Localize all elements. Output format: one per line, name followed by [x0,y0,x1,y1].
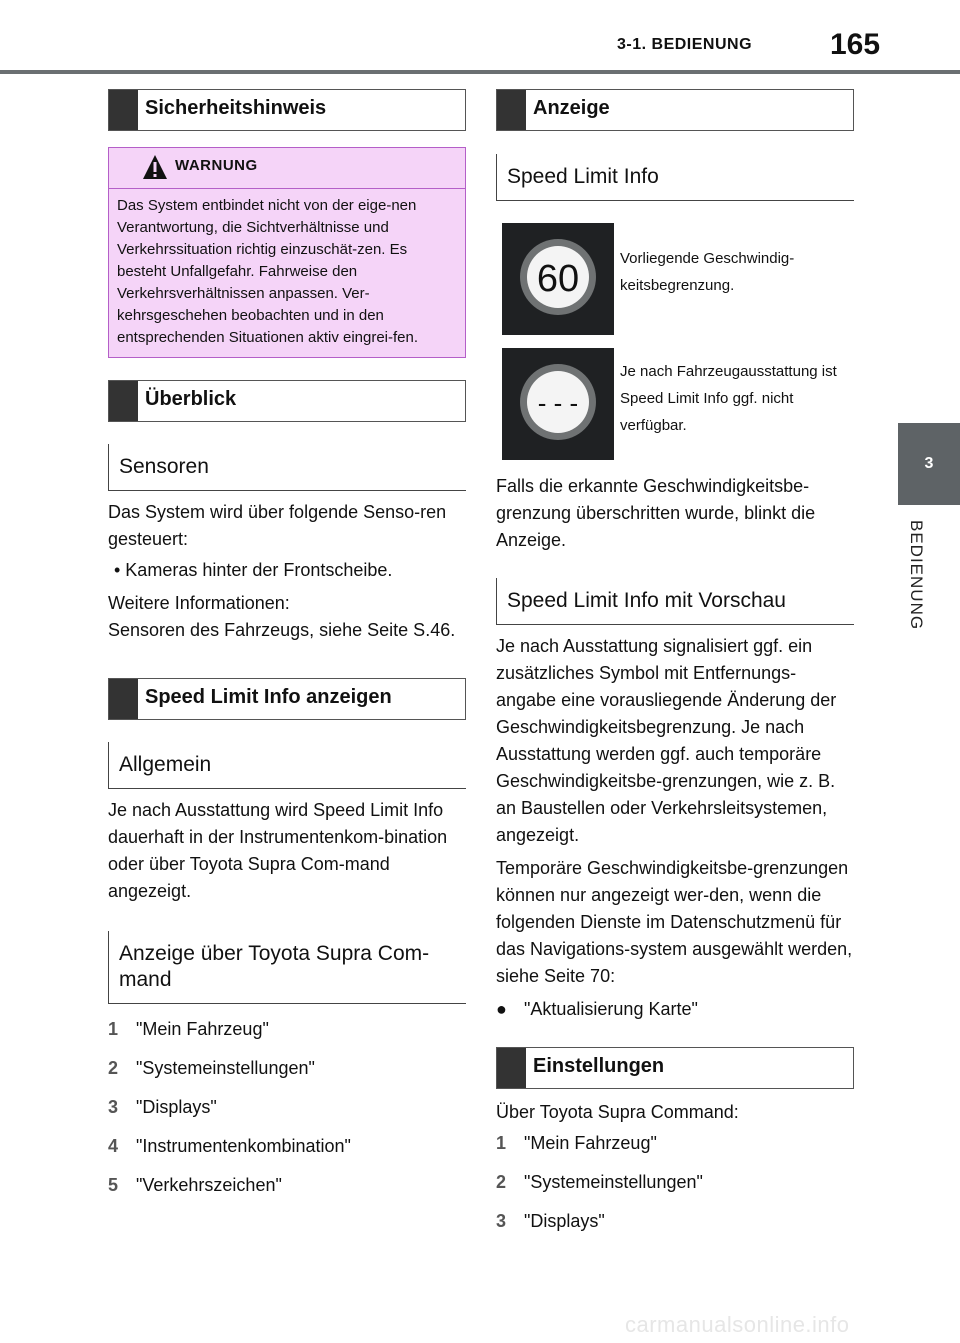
section-title: Anzeige [533,97,610,119]
right-column [496,89,854,1235]
section-sicherheitshinweis [108,89,466,131]
section-ueberblick [108,380,466,422]
section-bar [109,679,138,719]
step-text: "Displays" [136,1097,217,1117]
speed-limit-unavailable-tile [502,348,614,460]
weitere-label: Weitere Informationen: [108,593,290,613]
section-speed-limit-info-anzeigen [108,678,466,720]
vorschau-bullet [496,996,854,1023]
bullet-dot-icon: ● [496,999,507,1019]
step-number: 4 [108,1136,119,1156]
speed-sign-value: 60 [536,258,580,300]
speed-sign-value: - - - [537,388,579,418]
warning-header [109,148,465,189]
warning-text: Das System entbindet nicht von der eige-nen Verantwortung, die Sichtverhältnisse und Verkehrssituation richtig einzuschät-zen. Es besteht Unfallgefahr. Fahrweise den Verkehrsverhältnissen anpassen. Ver-kehrsgeschehen beobachten und in den entsprechenden Situationen aktiv eingrei-fen. [117,197,419,346]
step-number: 2 [108,1058,119,1078]
section-title: Sicherheitshinweis [145,97,327,119]
left-column [108,89,466,1199]
section-title: Überblick [145,388,237,410]
bullet-text: "Aktualisierung Karte" [524,999,698,1019]
speed-sign-row-unavailable [496,348,854,461]
blink-text: Falls die erkannte Geschwindigkeitsbe-grenzung überschritten wurde, blinkt die Anzeige. [496,476,816,550]
step-text: "Instrumentenkombination" [136,1136,351,1156]
step-number: 3 [496,1211,507,1231]
list-item [108,1016,466,1043]
chapter-label: BEDIENUNG [907,520,926,631]
speed-limit-60-tile [502,223,614,335]
vorschau-text-2: Temporäre Geschwindigkeitsbe-grenzungen können nur angezeigt wer-den, wenn die folgenden Dienste im Datenschutzmenü für das Navigations-system ausgewählt werden, siehe Seite 70: [496,858,853,986]
section-bar [497,1048,526,1088]
steps-list-right [496,1130,854,1235]
section-anzeige [496,89,854,131]
section-bar [109,381,138,421]
weitere-text: Sensoren des Fahrzeugs, siehe Seite S.46. [108,620,456,640]
chapter-number: 3 [924,455,934,472]
einstellungen-intro: Über Toyota Supra Command: [496,1102,739,1122]
step-text: "Displays" [524,1211,605,1231]
step-text: "Verkehrszeichen" [136,1175,282,1195]
page-number: 165 [830,28,881,61]
section-bar [109,90,138,130]
list-item [496,1169,854,1196]
section-title: Speed Limit Info anzeigen [145,686,392,708]
speed-limit-unavailable-icon [502,348,614,460]
list-item [496,1130,854,1157]
step-number: 3 [108,1097,119,1117]
step-text: "Systemeinstellungen" [524,1172,703,1192]
speed-sign-caption: Je nach Fahrzeugausstattung ist Speed Limit Info ggf. nicht verfügbar. [620,363,837,434]
list-item [108,1172,466,1199]
step-number: 5 [108,1175,119,1195]
step-number: 2 [496,1172,507,1192]
subheading-vorschau: Speed Limit Info mit Vorschau [496,578,854,625]
step-number: 1 [496,1133,507,1153]
list-item [108,1055,466,1082]
subheading-anzeige-supra: Anzeige über Toyota Supra Com-mand [108,931,466,1004]
speed-sign-caption: Vorliegende Geschwindig-keitsbegrenzung. [620,250,795,294]
subheading-speed-limit-info: Speed Limit Info [496,154,854,201]
subheading-sensoren: Sensoren [108,444,466,491]
section-title: Einstellungen [533,1055,665,1077]
speed-limit-60-icon [502,223,614,335]
warning-box [108,147,466,358]
sensoren-intro: Das System wird über folgende Senso-ren gesteuert: [108,502,447,549]
step-text: "Systemeinstellungen" [136,1058,315,1078]
allgemein-text: Je nach Ausstattung wird Speed Limit Info dauerhaft in der Instrumentenkom-bination oder über Toyota Supra Com-mand angezeigt. [108,800,448,901]
list-item [108,1094,466,1121]
speed-sign-row-60 [496,223,854,336]
step-text: "Mein Fahrzeug" [136,1019,269,1039]
list-item [108,1133,466,1160]
sensoren-bullet: • Kameras hinter der Frontscheibe. [114,560,393,580]
steps-list-left [108,1016,466,1199]
warning-triangle-icon [142,153,168,181]
section-bar [497,90,526,130]
vorschau-text-1: Je nach Ausstattung signalisiert ggf. ein zusätzliches Symbol mit Entfernungs-angabe eine vorausliegende Änderung der Geschwindigkeitsbegrenzung. Je nach Ausstattung werden ggf. auch temporäre Geschwindigkeitsbe-grenzungen, wie z. B. an Baustellen oder Verkehrsleitsystemen, angezeigt. [496,636,837,845]
step-text: "Mein Fahrzeug" [524,1133,657,1153]
step-number: 1 [108,1019,119,1039]
subheading-allgemein: Allgemein [108,742,466,789]
chapter-tab [898,423,960,505]
warning-title: WARNUNG [175,157,258,174]
section-einstellungen [496,1047,854,1089]
header-rule [0,70,960,74]
footer-watermark: carmanualsonline.info [625,1312,850,1337]
list-item [496,1208,854,1235]
running-header-section: 3-1. BEDIENUNG [617,36,753,53]
